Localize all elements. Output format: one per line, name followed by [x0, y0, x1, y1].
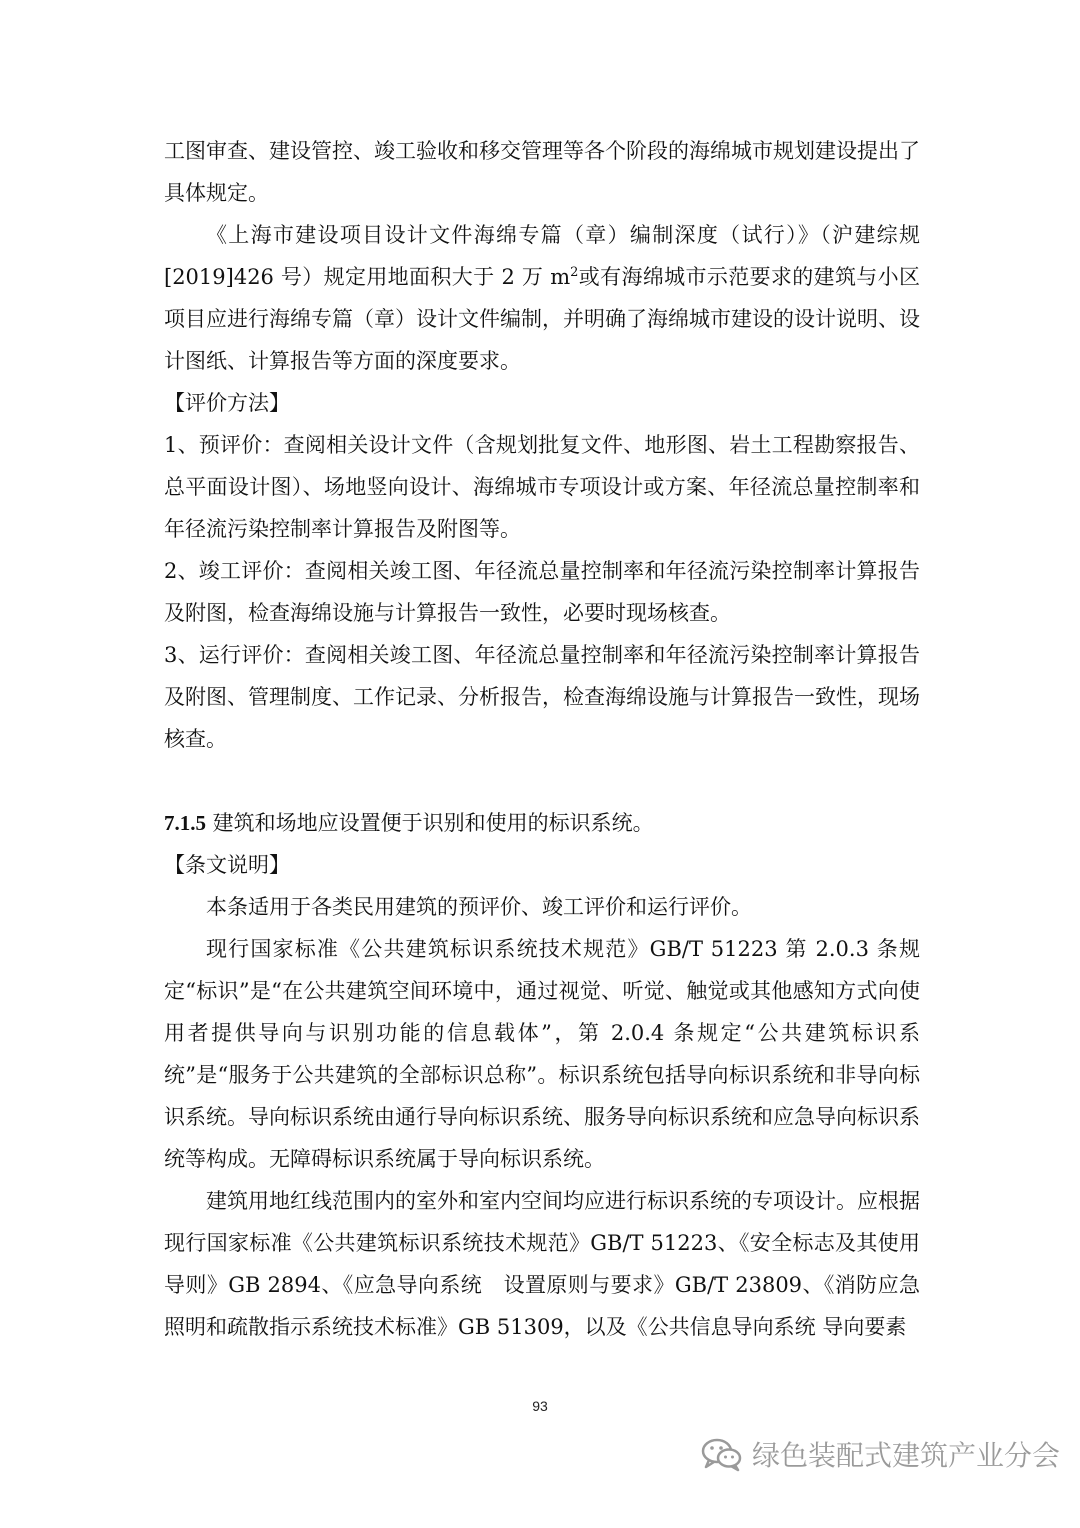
page-body [164, 130, 920, 1348]
wechat-icon [700, 1436, 744, 1472]
watermark [700, 1430, 1060, 1478]
evaluation-item-1: 1、预评价：查阅相关设计文件（含规划批复文件、地形图、岩土工程勘察报告、总平面设计图）、场地竖向设计、海绵城市专项设计或方案、年径流总量控制率和年径流污染控制率计算报告及附图等。 [164, 433, 920, 541]
section-heading-explanation: 【条文说明】 [164, 853, 290, 877]
paragraph-text: 或有海绵城市示范要求的建筑与小区项目应进行海绵专篇（章）设计文件编制，并明确了海绵城市建设的设计说明、设计图纸、计算报告等方面的深度要求。 [164, 265, 921, 373]
paragraph-shanghai-spec [164, 214, 920, 382]
paragraph-scope: 本条适用于各类民用建筑的预评价、竣工评价和运行评价。 [206, 895, 752, 919]
clause-title [164, 802, 920, 844]
paragraph-continued: 工图审查、建设管控、竣工验收和移交管理等各个阶段的海绵城市规划建设提出了具体规定。 [164, 139, 920, 205]
clause-number: 7.1.5 [164, 811, 206, 835]
superscript: 2 [570, 265, 579, 280]
clause-text: 建筑和场地应设置便于识别和使用的标识系统。 [206, 811, 654, 835]
paragraph-text: 《上海市建设项目设计文件海绵专篇（章）编制深度（试行）》（沪建综规[2019]426 号）规定用地面积大于 2 万 m [164, 223, 920, 289]
watermark-text: 绿色装配式建筑产业分会 [752, 1439, 1061, 1472]
evaluation-item-2: 2、竣工评价：查阅相关竣工图、年径流总量控制率和年径流污染控制率计算报告及附图，检查海绵设施与计算报告一致性，必要时现场核查。 [164, 559, 920, 625]
page-number: 93 [532, 1398, 548, 1414]
evaluation-item-3: 3、运行评价：查阅相关竣工图、年径流总量控制率和年径流污染控制率计算报告及附图、管理制度、工作记录、分析报告，检查海绵设施与计算报告一致性，现场核查。 [164, 643, 920, 751]
paragraph-standard-definition: 现行国家标准《公共建筑标识系统技术规范》GB/T 51223 第 2.0.3 条规定“标识”是“在公共建筑空间环境中，通过视觉、听觉、触觉或其他感知方式向使用者提供导向与识别功能的信息载体”，第 2.0.4 条规定“公共建筑标识系统”是“服务于公共建筑的全部标识总称”。标识系统包括导向标识系统和非导向标识系统。导向标识系统由通行导向标识系统、服务导向标识系统和应急导向标识系统等构成。无障碍标识系统属于导向标识系统。 [164, 937, 920, 1171]
spacer [164, 760, 920, 802]
section-heading-evaluation: 【评价方法】 [164, 391, 290, 415]
paragraph-design-requirements: 建筑用地红线范围内的室外和室内空间均应进行标识系统的专项设计。应根据现行国家标准《公共建筑标识系统技术规范》GB/T 51223、《安全标志及其使用导则》GB 2894、《应急导向系统 设置原则与要求》GB/T 23809、《消防应急照明和疏散指示系统技术标准》GB 51309，以及《公共信息导向系统 导向要素 [164, 1189, 920, 1339]
